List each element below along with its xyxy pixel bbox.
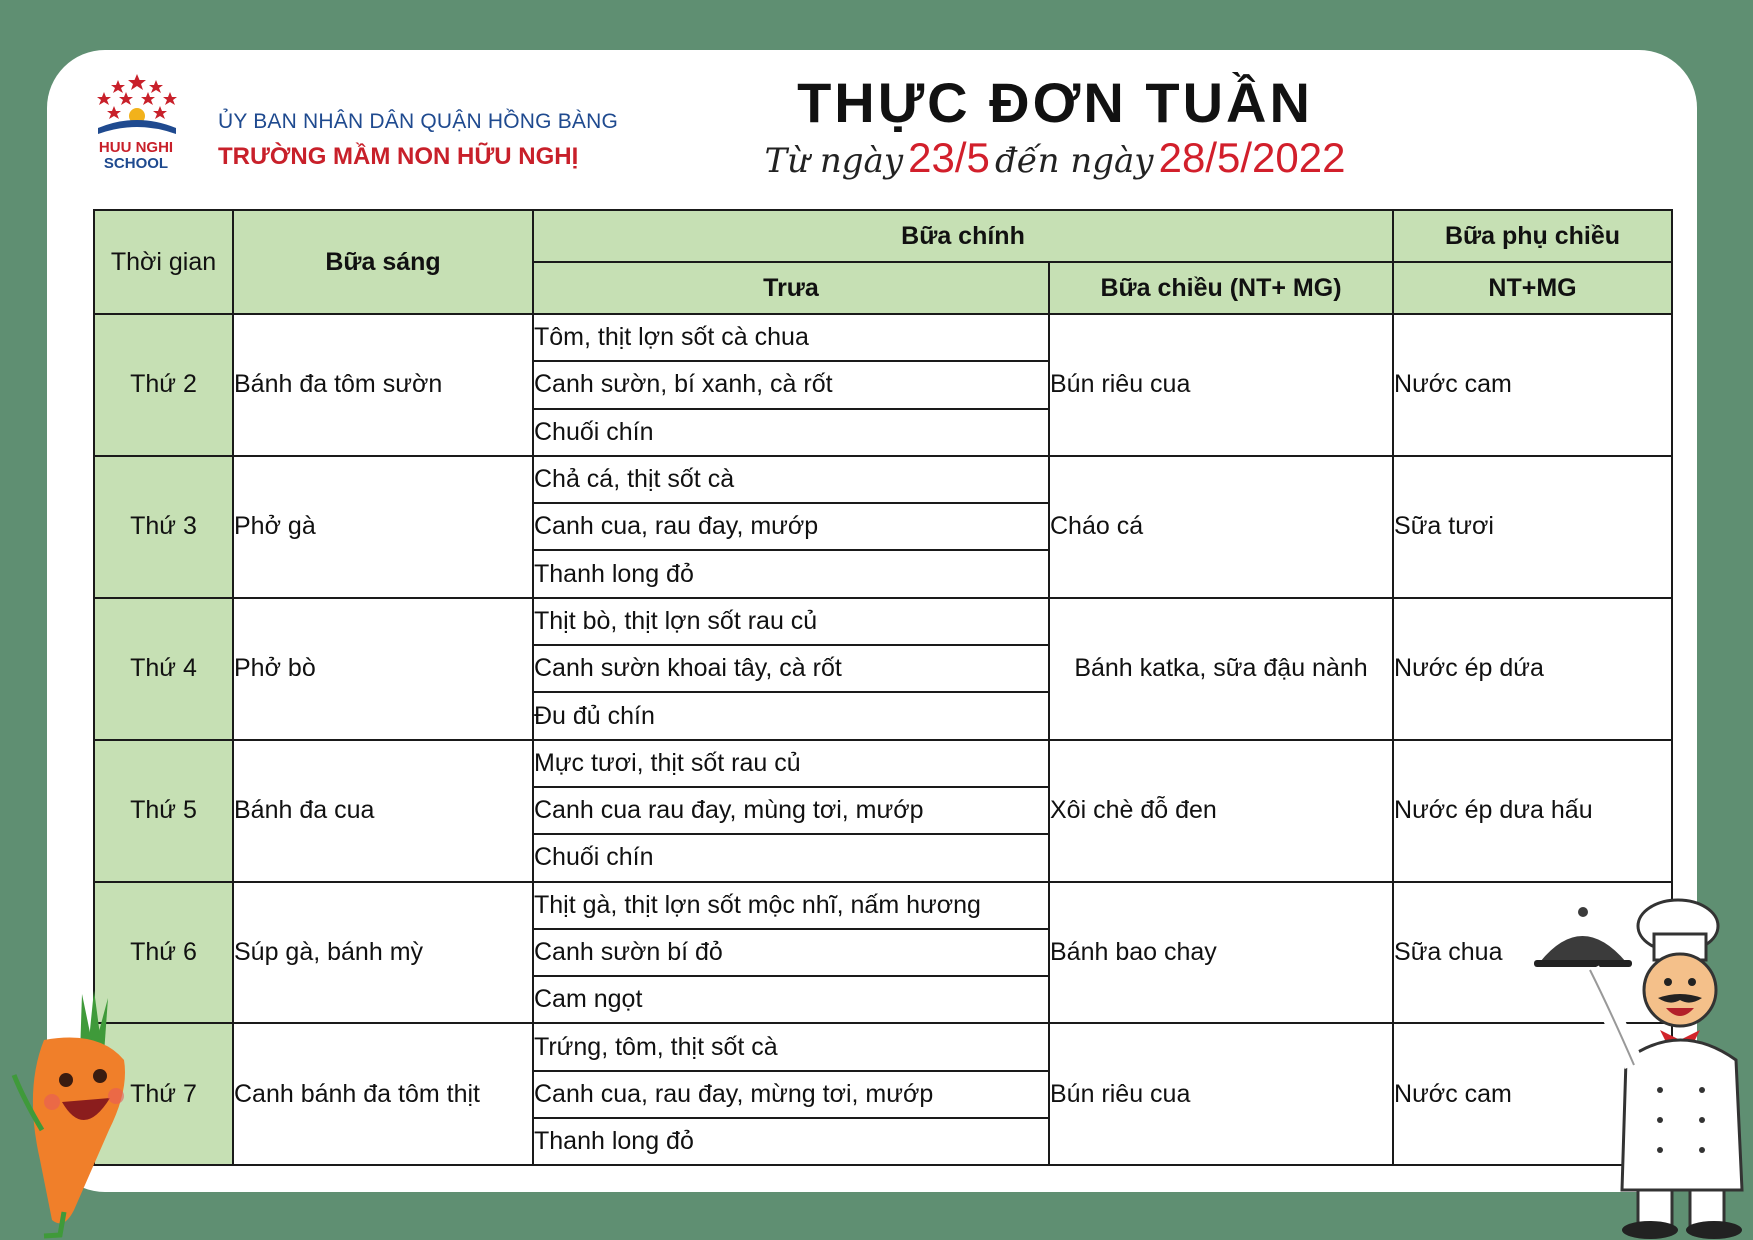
page-title: THỰC ĐƠN TUẦN (797, 71, 1313, 134)
afternoon-cell: Bánh katka, sữa đậu nành (1049, 598, 1393, 740)
snack-cell: Nước ép dưa hấu (1393, 740, 1672, 882)
table-row (94, 314, 1672, 361)
day-cell: Thứ 3 (94, 456, 233, 598)
header-row-1 (94, 210, 1672, 262)
snack-cell: Nước cam (1393, 1023, 1672, 1165)
lunch-item: Thanh long đỏ (533, 1118, 1049, 1165)
lunch-item: Canh cua, rau đay, mừng tơi, mướp (533, 1071, 1049, 1118)
table-row (94, 598, 1672, 645)
snack-cell: Sữa tươi (1393, 456, 1672, 598)
chef-cloche-icon (1530, 890, 1753, 1240)
lunch-item: Chuối chín (533, 409, 1049, 456)
table-row (94, 1023, 1672, 1070)
lunch-item: Chả cá, thịt sốt cà (533, 456, 1049, 503)
day-cell: Thứ 7 (94, 1023, 233, 1165)
afternoon-cell: Cháo cá (1049, 456, 1393, 598)
breakfast-cell: Canh bánh đa tôm thịt (233, 1023, 533, 1165)
org-name-line-1: ỦY BAN NHÂN DÂN QUẬN HỒNG BÀNG (218, 110, 619, 133)
day-cell: Thứ 2 (94, 314, 233, 456)
lunch-item: Canh cua, rau đay, mướp (533, 503, 1049, 550)
afternoon-cell: Bún riêu cua (1049, 1023, 1393, 1165)
breakfast-cell: Phở bò (233, 598, 533, 740)
header-lunch: Trưa (533, 262, 1049, 314)
day-cell: Thứ 4 (94, 598, 233, 740)
snack-cell: Sữa chua (1393, 882, 1672, 1024)
lunch-item: Thanh long đỏ (533, 550, 1049, 597)
breakfast-cell: Súp gà, bánh mỳ (233, 882, 533, 1024)
header-time: Thời gian (94, 210, 233, 314)
logo-wordmark (88, 140, 184, 172)
lunch-item: Canh cua rau đay, mùng tơi, mướp (533, 787, 1049, 834)
lunch-item: Chuối chín (533, 834, 1049, 881)
weekly-menu-table (93, 209, 1673, 1166)
breakfast-cell: Phở gà (233, 456, 533, 598)
lunch-item: Thịt gà, thịt lợn sốt mộc nhĩ, nấm hương (533, 882, 1049, 929)
table-row (94, 882, 1672, 929)
lunch-item: Canh sườn khoai tây, cà rốt (533, 645, 1049, 692)
to-date: 28/5/2022 (1158, 134, 1346, 181)
lunch-item: Mực tươi, thịt sốt rau củ (533, 740, 1049, 787)
header-snack-sub: NT+MG (1393, 262, 1672, 314)
logo-line-1: HUU NGHI (98, 139, 174, 156)
breakfast-cell: Bánh đa tôm sườn (233, 314, 533, 456)
afternoon-cell: Bánh bao chay (1049, 882, 1393, 1024)
from-label: Từ ngày (764, 141, 904, 181)
lunch-item: Cam ngọt (533, 976, 1049, 1023)
lunch-item: Trứng, tôm, thịt sốt cà (533, 1023, 1049, 1070)
snack-cell: Nước cam (1393, 314, 1672, 456)
header-afternoon: Bữa chiều (NT+ MG) (1049, 262, 1393, 314)
day-cell: Thứ 5 (94, 740, 233, 882)
carrot-mascot-icon (4, 980, 134, 1240)
header-snack: Bữa phụ chiều (1393, 210, 1672, 262)
org-name-line-2: TRƯỜNG MẦM NON HỮU NGHỊ (218, 143, 579, 170)
snack-cell: Nước ép dứa (1393, 598, 1672, 740)
date-range (700, 134, 1410, 182)
lunch-item: Đu đủ chín (533, 692, 1049, 739)
from-date: 23/5 (908, 134, 990, 181)
breakfast-cell: Bánh đa cua (233, 740, 533, 882)
table-row (94, 740, 1672, 787)
afternoon-cell: Xôi chè đỗ đen (1049, 740, 1393, 882)
lunch-item: Thịt bò, thịt lợn sốt rau củ (533, 598, 1049, 645)
lunch-item: Tôm, thịt lợn sốt cà chua (533, 314, 1049, 361)
logo-line-2: SCHOOL (103, 155, 169, 172)
lunch-item: Canh sườn bí đỏ (533, 929, 1049, 976)
day-cell: Thứ 6 (94, 882, 233, 1024)
table-row (94, 456, 1672, 503)
to-label: đến ngày (994, 141, 1154, 181)
lunch-item: Canh sườn, bí xanh, cà rốt (533, 361, 1049, 408)
header-main-meal: Bữa chính (533, 210, 1393, 262)
afternoon-cell: Bún riêu cua (1049, 314, 1393, 456)
header-breakfast: Bữa sáng (233, 210, 533, 314)
